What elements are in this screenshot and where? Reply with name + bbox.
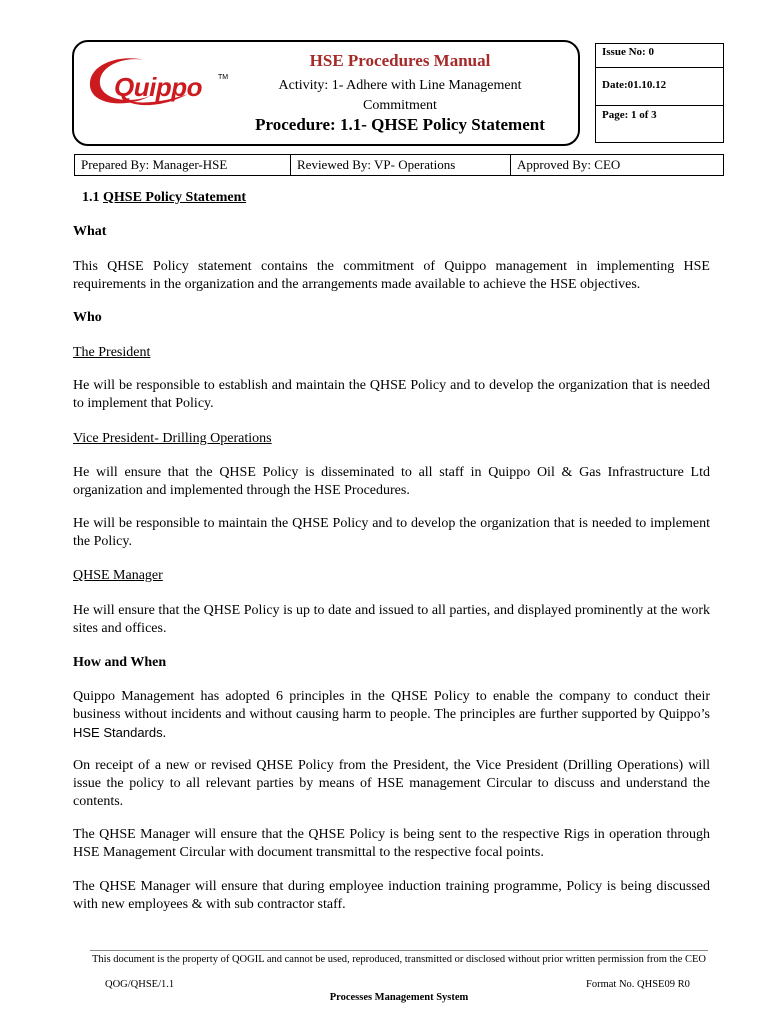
president-heading: The President [73,345,151,360]
page-number: Page: 1 of 3 [602,109,657,121]
approval-table [74,154,724,176]
footer-doc-ref: QOG/QHSE/1.1 [105,979,175,990]
footer-disclaimer: This document is the property of QOGIL and cannot be used, reproduced, transmitted or disclosed without prior written permission from the CEO [91,954,706,965]
activity-line-1: Activity: 1- Adhere with Line Management [278,78,522,93]
vp-paragraph-2: He will be responsible to maintain the QHSE Policy and to develop the organization that is needed to implement the Policy. [73,516,710,549]
how-paragraph-1-end: . [162,726,167,741]
vp-paragraph-1: He will ensure that the QHSE Policy is disseminated to all staff in Quippo Oil & Gas Infrastructure Ltd organization and implemented through the HSE Procedures. [73,465,710,498]
prepared-by: Prepared By: Manager-HSE [75,155,291,175]
president-paragraph: He will be responsible to establish and maintain the QHSE Policy and to develop the organization that is needed to implement that Policy. [73,378,710,411]
section-heading [82,189,719,207]
how-paragraph-2: On receipt of a new or revised QHSE Policy from the President, the Vice President (Drilling Operations) will issue the policy to all relevant parties by means of HSE management Circular to discuss and understand the contents. [73,758,710,809]
footer-system-name: Processes Management System [329,992,469,1003]
section-title: QHSE Policy Statement [103,190,247,205]
activity-line-2: Commitment [363,98,437,113]
section-number: 1.1 [82,190,100,205]
how-when-heading: How and When [73,655,167,670]
who-heading: Who [73,310,102,325]
document-meta-box [595,43,724,143]
how-paragraph-1-text: Quippo Management has adopted 6 principles in the QHSE Policy to enable the company to conduct their business without incidents and without causing harm to people. The principles are further supported by Quippo’s [73,689,710,722]
issue-number: Issue No: 0 [602,46,654,58]
logo-trademark: TM [218,74,229,81]
document-date: Date:01.10.12 [602,79,667,91]
qhse-manager-paragraph: He will ensure that the QHSE Policy is up to date and issued to all parties, and displayed prominently at the work sites and offices. [73,603,710,636]
hse-standards-text: HSE Standards [73,725,163,740]
footer-divider [90,950,708,951]
vp-heading: Vice President- Drilling Operations [73,431,272,446]
activity-line [250,76,550,116]
logo-text: Quippo [114,72,202,102]
how-paragraph-1 [73,688,710,743]
approved-by: Approved By: CEO [517,157,621,172]
manual-title: HSE Procedures Manual [309,51,491,70]
how-paragraph-4: The QHSE Manager will ensure that during employee induction training programme, Policy is being discussed with new employees & with sub contractor staff. [73,879,710,912]
what-paragraph: This QHSE Policy statement contains the commitment of Quippo management in implementing HSE requirements in the organization and the arrangements made available to achieve the HSE objectives. [73,259,710,292]
quippo-logo [84,50,234,116]
meta-divider [596,67,723,68]
footer-format-number: Format No. QHSE09 R0 [586,979,690,990]
how-paragraph-3: The QHSE Manager will ensure that the QHSE Policy is being sent to the respective Rigs in operation through HSE Management Circular with document transmittal to the respective focal points. [73,827,710,860]
qhse-manager-heading: QHSE Manager [73,568,163,583]
procedure-title: Procedure: 1.1- QHSE Policy Statement [255,115,545,134]
what-heading: What [73,224,107,239]
meta-divider [596,105,723,106]
reviewed-by: Reviewed By: VP- Operations [291,155,511,175]
